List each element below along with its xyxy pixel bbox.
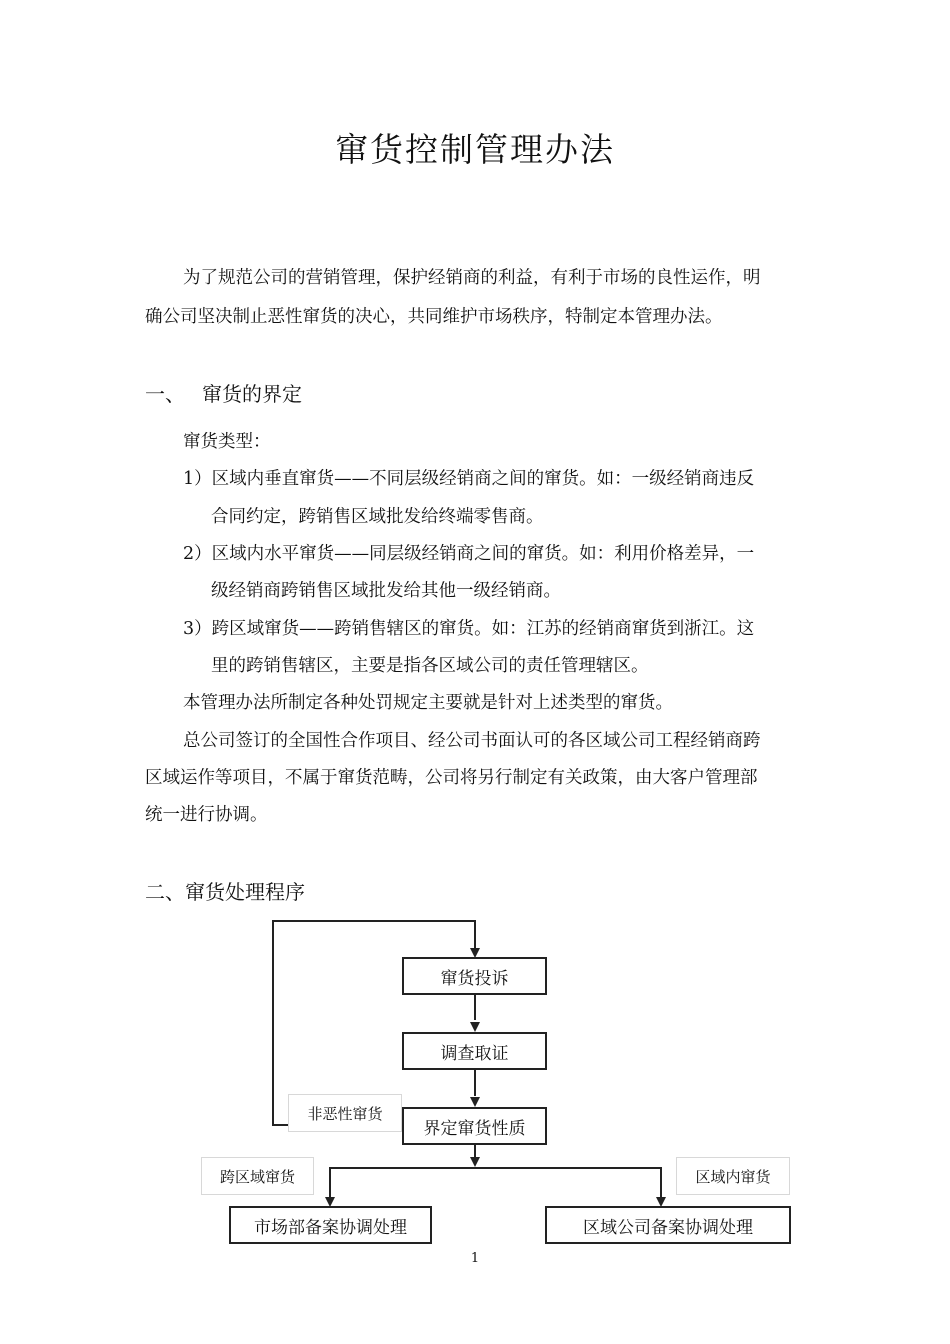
flow-box-define: 界定窜货性质 (402, 1107, 547, 1145)
type-2-line-2: 级经销商跨销售区域批发给其他一级经销商。 (211, 581, 561, 601)
type-1-line-1: 1）区域内垂直窜货——不同层级经销商之间的窜货。如：一级经销商违反 (183, 469, 755, 489)
page-number: 1 (470, 1251, 480, 1266)
flow-box-regional-company: 区域公司备案协调处理 (545, 1206, 791, 1244)
note-line: 本管理办法所制定各种处罚规定主要就是针对上述类型的窜货。 (183, 693, 673, 713)
type-3-line-1: 3）跨区域窜货——跨销售辖区的窜货。如：江苏的经销商窜货到浙江。这 (183, 619, 755, 639)
connector-2 (474, 1070, 476, 1096)
intro-line-1: 为了规范公司的营销管理，保护经销商的利益，有利于市场的良性运作，明 (183, 268, 761, 288)
branch-line (329, 1167, 662, 1169)
arrow-to-investigate (470, 1022, 480, 1032)
loop-line-left (272, 920, 274, 1125)
loop-line-top (272, 920, 475, 922)
flow-box-market-dept: 市场部备案协调处理 (229, 1206, 432, 1244)
flow-box-complaint: 窜货投诉 (402, 957, 547, 995)
exception-line-3: 统一进行协调。 (145, 805, 268, 825)
exception-line-2: 区域运作等项目，不属于窜货范畴，公司将另行制定有关政策，由大客户管理部 (145, 768, 758, 788)
label-in-region: 区域内窜货 (676, 1157, 790, 1195)
type-1-line-2: 合同约定，跨销售区域批发给终端零售商。 (211, 507, 544, 527)
connector-3 (474, 1145, 476, 1157)
document-title: 窜货控制管理办法 (335, 130, 615, 169)
intro-line-2: 确公司坚决制止恶性窜货的决心，共同维护市场秩序，特制定本管理办法。 (145, 307, 723, 327)
types-label: 窜货类型： (183, 432, 271, 452)
section-1-heading: 窜货的界定 (202, 382, 302, 406)
label-cross-region: 跨区域窜货 (201, 1157, 314, 1195)
connector-1 (474, 995, 476, 1020)
arrow-to-branch (470, 1157, 480, 1167)
type-2-line-1: 2）区域内水平窜货——同层级经销商之间的窜货。如：利用价格差异，一 (183, 544, 755, 564)
type-3-line-2: 里的跨销售辖区，主要是指各区域公司的责任管理辖区。 (211, 656, 649, 676)
section-2-heading: 二、窜货处理程序 (145, 880, 305, 904)
arrow-to-define (470, 1097, 480, 1107)
exception-line-1: 总公司签订的全国性合作项目、经公司书面认可的各区域公司工程经销商跨 (183, 731, 761, 751)
branch-right-drop (660, 1167, 662, 1197)
label-non-malicious: 非恶性窜货 (288, 1094, 402, 1132)
branch-left-drop (329, 1167, 331, 1197)
section-1-number: 一、 (145, 382, 185, 406)
flow-box-investigate: 调查取证 (402, 1032, 547, 1070)
connector-top (474, 920, 476, 950)
